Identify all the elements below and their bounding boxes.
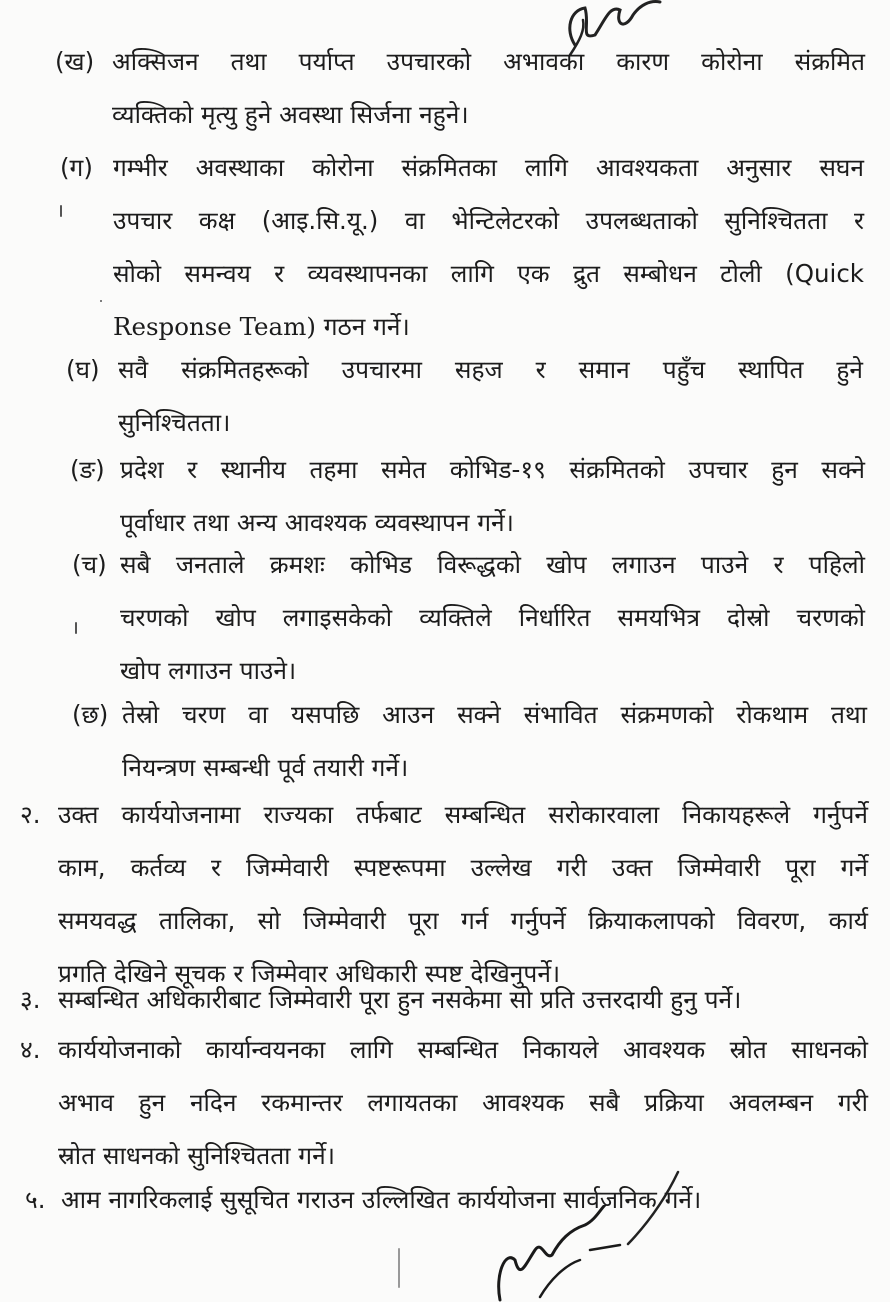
scan-speck — [398, 1248, 400, 1288]
item-marker: (छ) — [72, 700, 109, 729]
text-line: सोको समन्वय र व्यवस्थापनका लागि एक द्रुत सम्बोधन टोली (Quick — [113, 259, 864, 288]
text-line: उपचार कक्ष (आइ.सि.यू.) वा भेन्टिलेटरको उपलब्धताको सुनिश्चितता र — [113, 206, 864, 235]
text-line: तेस्रो चरण वा यसपछि आउन सक्ने संभावित संक्रमणको रोकथाम तथा — [122, 700, 867, 729]
text-line: गम्भीर अवस्थाका कोरोना संक्रमितका लागि आवश्यकता अनुसार सघन — [113, 153, 864, 182]
item-marker: (ङ) — [70, 455, 105, 484]
text-line: उक्त कार्ययोजनामा राज्यका तर्फबाट सम्बन्धित सरोकारवाला निकायहरूले गर्नुपर्ने — [58, 800, 868, 829]
text-line: Response Team) गठन गर्ने। — [113, 312, 410, 341]
item-marker: (ख) — [55, 47, 95, 76]
text-line: सवै संक्रमितहरूको उपचारमा सहज र समान पहुँच स्थापित हुने — [118, 355, 863, 384]
text-line: व्यक्तिको मृत्यु हुने अवस्था सिर्जना नहुने। — [112, 100, 469, 129]
text-line: प्रदेश र स्थानीय तहमा समेत कोभिड-१९ संक्रमितको उपचार हुन सक्ने — [120, 455, 865, 484]
text-line: कार्ययोजनाको कार्यान्वयनका लागि सम्बन्धित निकायले आवश्यक स्रोत साधनको — [58, 1035, 868, 1064]
text-line: सुनिश्चितता। — [118, 408, 231, 437]
text-line: चरणको खोप लगाइसकेको व्यक्तिले निर्धारित समयभित्र दोस्रो चरणको — [120, 603, 865, 632]
item-marker: ४. — [20, 1035, 41, 1064]
text-line: आम नागरिकलाई सुसूचित गराउन उल्लिखित कार्ययोजना सार्वजनिक गर्ने। — [61, 1185, 702, 1214]
text-line: प्रगति देखिने सूचक र जिम्मेवार अधिकारी स्पष्ट देखिनुपर्ने। — [58, 959, 561, 988]
text-line: सबै जनताले क्रमशः कोभिड विरूद्धको खोप लगाउन पाउने र पहिलो — [120, 550, 865, 579]
item-marker: ५. — [25, 1185, 46, 1214]
item-marker: (ग) — [60, 153, 93, 182]
text-line: समयवद्ध तालिका, सो जिम्मेवारी पूरा गर्न गर्नुपर्ने क्रियाकलापको विवरण, कार्य — [58, 906, 868, 935]
scan-speck — [100, 300, 102, 302]
text-line: अक्सिजन तथा पर्याप्त उपचारको अभावका कारण कोरोना संक्रमित — [112, 47, 865, 76]
item-marker: २. — [20, 800, 41, 829]
text-line: पूर्वाधार तथा अन्य आवश्यक व्यवस्थापन गर्ने। — [120, 508, 514, 537]
text-line: खोप लगाउन पाउने। — [120, 656, 297, 685]
text-line: स्रोत साधनको सुनिश्चितता गर्ने। — [58, 1141, 335, 1170]
item-marker: (घ) — [66, 355, 100, 384]
scan-speck — [75, 622, 77, 634]
text-line: अभाव हुन नदिन रकमान्तर लगायतका आवश्यक सबै प्रक्रिया अवलम्बन गरी — [58, 1088, 868, 1117]
text-line: काम, कर्तव्य र जिम्मेवारी स्पष्टरूपमा उल्लेख गरी उक्त जिम्मेवारी पूरा गर्ने — [58, 853, 868, 882]
item-marker: ३. — [20, 985, 41, 1014]
text-line: नियन्त्रण सम्बन्धी पूर्व तयारी गर्ने। — [122, 753, 409, 782]
signature-bottom — [480, 1205, 630, 1302]
text-line: सम्बन्धित अधिकारीबाट जिम्मेवारी पूरा हुन नसकेमा सो प्रति उत्तरदायी हुनु पर्ने। — [58, 985, 742, 1014]
scan-speck — [60, 205, 62, 217]
item-marker: (च) — [72, 550, 107, 579]
